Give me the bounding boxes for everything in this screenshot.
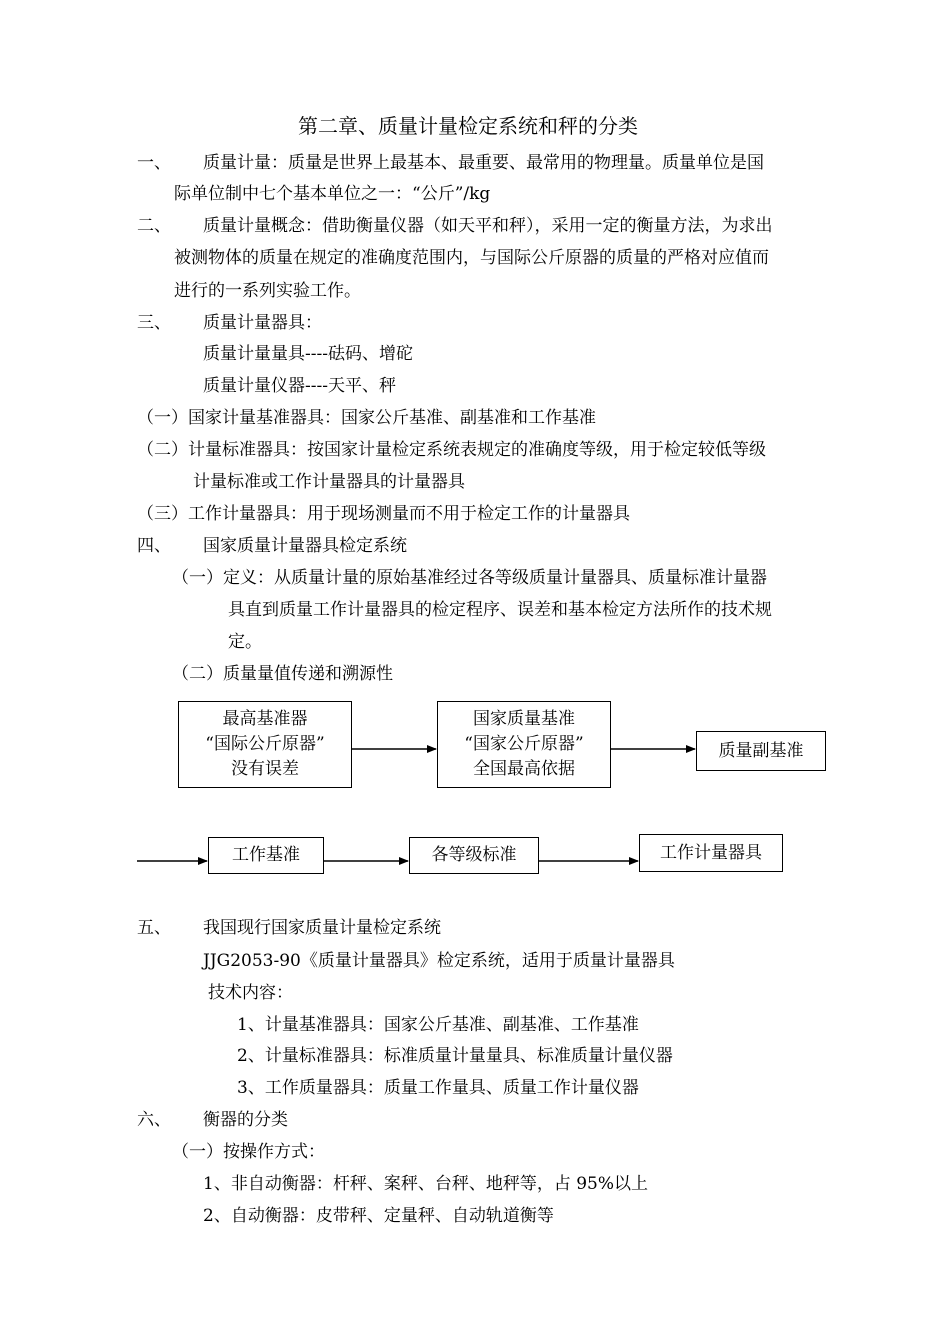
section-3-number: 三、	[137, 313, 171, 333]
flow-box1-line-2: “国际公斤原器”	[205, 734, 325, 754]
section-3-sub-1: （一）国家计量基准器具：国家公斤基准、副基准和工作基准	[137, 408, 596, 428]
flow-box4-label: 工作基准	[232, 845, 300, 865]
section-6-number: 六、	[137, 1110, 171, 1130]
section-5-number: 五、	[137, 918, 171, 938]
section-5-item-3: 3、工作质量器具：质量工作量具、质量工作计量仪器	[237, 1078, 639, 1098]
section-2-line-1: 质量计量概念：借助衡量仪器（如天平和秤），采用一定的衡量方法，为求出	[203, 216, 773, 236]
section-5-item-2: 2、计量标准器具：标准质量计量量具、标准质量计量仪器	[237, 1046, 673, 1066]
section-3-heading: 质量计量器具：	[203, 313, 322, 333]
flow-box-national-standard	[437, 701, 611, 788]
flow-box-graded-standards	[409, 837, 539, 874]
flow-box-highest-standard	[178, 701, 352, 788]
section-6-item-2: 2、自动衡器：皮带秤、定量秤、自动轨道衡等	[203, 1206, 554, 1226]
section-2-number: 二、	[137, 216, 171, 236]
section-4-definition-line-2: 具直到质量工作计量器具的检定程序、误差和基本检定方法所作的技术规	[228, 600, 772, 620]
section-6-item-1: 1、非自动衡器：杆秤、案秤、台秤、地秤等，占 95%以上	[203, 1174, 649, 1194]
section-1-line-1: 质量计量：质量是世界上最基本、最重要、最常用的物理量。质量单位是国	[203, 153, 764, 173]
flow-box-secondary-standard	[696, 731, 826, 771]
section-2-line-3: 进行的一系列实验工作。	[174, 281, 361, 301]
section-5-item-1: 1、计量基准器具：国家公斤基准、副基准、工作基准	[237, 1015, 639, 1035]
flow-box5-label: 各等级标准	[431, 845, 517, 865]
section-3-sub-2-line-2: 计量标准或工作计量器具的计量器具	[193, 472, 465, 492]
section-6-heading: 衡器的分类	[203, 1110, 288, 1130]
flow-box3-label: 质量副基准	[718, 740, 804, 761]
section-3-sub-3: （三）工作计量器具：用于现场测量而不用于检定工作的计量器具	[137, 504, 630, 524]
section-6-sub: （一）按操作方式：	[172, 1142, 325, 1162]
flow-box2-line-3: 全国最高依据	[473, 759, 575, 779]
section-3-sub-2-line-1: （二）计量标准器具：按国家计量检定系统表规定的准确度等级，用于检定较低等级	[137, 440, 766, 460]
flow-box6-label: 工作计量器具	[660, 842, 762, 863]
flow-box-working-standard	[208, 837, 324, 874]
section-4-definition-line-1: （一）定义：从质量计量的原始基准经过各等级质量计量器具、质量标准计量器	[172, 568, 767, 588]
section-5-line-1: JJG2053-90《质量计量器具》检定系统，适用于质量计量器具	[203, 951, 675, 971]
section-5-heading: 我国现行国家质量计量检定系统	[203, 918, 441, 938]
section-2-line-2: 被测物体的质量在规定的准确度范围内，与国际公斤原器的质量的严格对应值而	[174, 248, 769, 268]
flow-box1-line-1: 最高基准器	[222, 709, 308, 729]
flow-box2-line-2: “国家公斤原器”	[464, 734, 584, 754]
chapter-title: 第二章、质量计量检定系统和秤的分类	[298, 114, 638, 138]
section-3-item-2: 质量计量仪器----天平、秤	[203, 376, 396, 396]
section-1-line-2: 际单位制中七个基本单位之一：“公斤”/kg	[174, 184, 491, 204]
section-3-item-1: 质量计量量具----砝码、增砣	[203, 344, 413, 364]
section-1-number: 一、	[137, 153, 171, 173]
section-4-number: 四、	[137, 536, 171, 556]
section-4-definition-line-3: 定。	[228, 632, 262, 652]
flow-box2-line-1: 国家质量基准	[473, 709, 575, 729]
flow-box-working-instruments	[639, 834, 783, 872]
flow-box1-line-3: 没有误差	[231, 759, 299, 779]
section-4-heading: 国家质量计量器具检定系统	[203, 536, 407, 556]
section-5-line-2: 技术内容：	[208, 983, 293, 1003]
section-4-traceability: （二）质量量值传递和溯源性	[172, 664, 393, 684]
